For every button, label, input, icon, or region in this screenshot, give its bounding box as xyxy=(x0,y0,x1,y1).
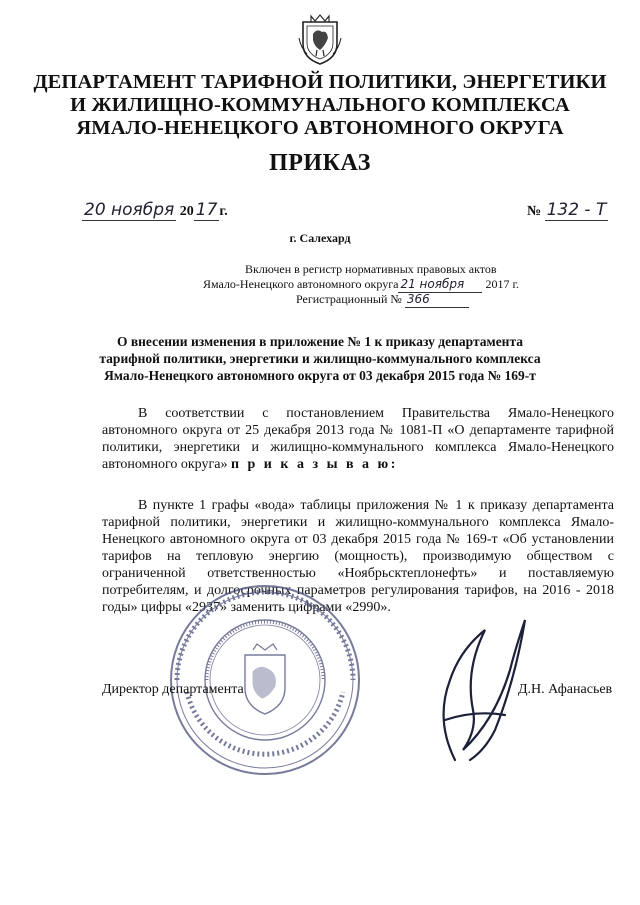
registry-region: Ямало-Ненецкого автономного округа xyxy=(203,277,399,291)
paragraph-2-text: В пункте 1 графы «вода» таблицы приложения № 1 к приказу департамента тарифной политики, энергетики и жилищно-коммунального комплекса Ямало-Ненецкого автономного округа от 03 декабря 2015 года № 169-т «Об установлении тарифов на тепловую энергию (мощность), производимую обществом с ограниченной ответственностью «Ноябрьсктеплонефть» и поставляемую потребителям, и долгосрочных параметров регулирования тарифов, на 2016 - 2018 годы» цифры «2937» заменить цифрами «2990». xyxy=(102,498,614,615)
order-date-handwritten: 20 ноября xyxy=(84,200,175,220)
coat-of-arms-icon xyxy=(297,12,343,66)
signatory-name: Д.Н. Афанасьев xyxy=(518,682,613,697)
subject-line-3: Ямало-Ненецкого автономного округа от 03 декабря 2015 года № 169-т xyxy=(104,368,536,383)
order-number-prefix: № xyxy=(527,204,542,219)
paragraph-1-text: В соответствии с постановлением Правительства Ямало-Ненецкого автономного округа от 25 декабря 2013 года № 1081-П «О департаменте тарифной политики, энергетики и жилищно-коммунального комплекса Ямало-Ненецкого автономного округа» xyxy=(102,406,614,472)
registry-number-label: Регистрационный № xyxy=(296,292,402,306)
subject-line-1: О внесении изменения в приложение № 1 к приказу департамента xyxy=(116,334,524,349)
order-date xyxy=(82,200,228,221)
department-header xyxy=(0,71,640,140)
order-number xyxy=(527,200,608,221)
document-type: ПРИКАЗ xyxy=(269,150,371,176)
subject-line-2: тарифной политики, энергетики и жилищно-коммунального комплекса xyxy=(99,351,541,366)
department-line-1: ДЕПАРТАМЕНТ ТАРИФНОЙ ПОЛИТИКИ, ЭНЕРГЕТИКИ xyxy=(33,71,607,93)
registry-year: 2017 г. xyxy=(485,277,520,291)
order-subject xyxy=(90,333,550,384)
official-round-seal-icon xyxy=(165,580,365,780)
registry-line-1: Включен в регистр нормативных правовых актов xyxy=(245,262,497,276)
signatory-position: Директор департамента xyxy=(102,682,244,697)
registry-line-3 xyxy=(296,292,469,308)
command-word: п р и к а з ы в а ю: xyxy=(230,457,398,472)
department-line-3: ЯМАЛО-НЕНЕЦКОГО АВТОНОМНОГО ОКРУГА xyxy=(76,117,564,139)
city-line: г. Салехард xyxy=(289,231,351,245)
registry-date-handwritten: 21 ноября xyxy=(398,277,482,293)
department-line-2: И ЖИЛИЩНО-КОММУНАЛЬНОГО КОМПЛЕКСА xyxy=(70,94,570,116)
order-year-suffix: 17 xyxy=(195,200,218,220)
body-paragraph-1 xyxy=(102,405,614,473)
order-year-prefix: 20 xyxy=(179,204,194,219)
order-number-value: 132 - Т xyxy=(546,200,607,220)
registry-number-handwritten: 366 xyxy=(405,292,469,308)
registry-line-2 xyxy=(203,277,519,293)
order-year-unit: г. xyxy=(219,204,228,219)
